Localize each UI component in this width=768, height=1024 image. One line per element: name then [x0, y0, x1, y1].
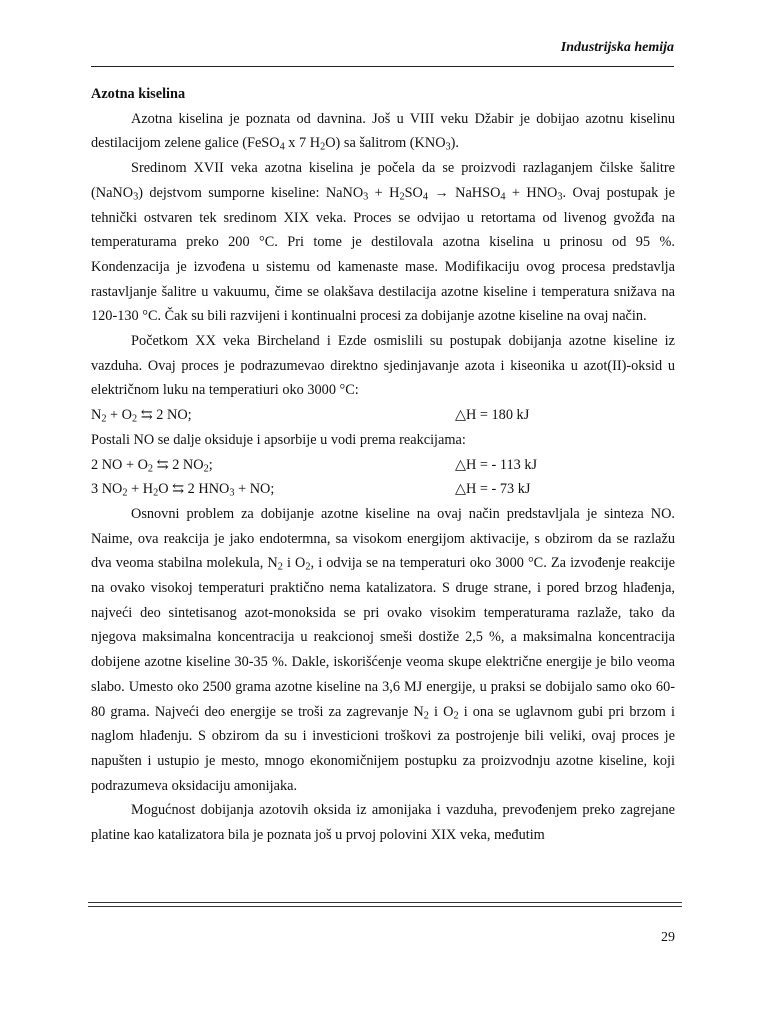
equation-2-enthalpy: △H = - 113 kJ	[455, 456, 538, 473]
paragraph-2: Sredinom XVII veka azotna kiselina je počela da se proizvodi razlaganjem čilske šalitre (NaNO$_3$) dejstvom sumporne kiseline: NaNO$_3$ + $H_2SO_4$ → NaHSO$_4$ + $HNO_3$. Ovaj postupak je tehnički ostvaren tek sredinom XIX veka. Proces se odvijao u retortama od livenog gvožđa na temperaturama preko 200 °C. Pri tome je destilovala azotna kiselina u prinosu od 95 %. Kondenzacija je izvođena u sistemu od kamenaste mase. Modifikaciju ovog procesa predstavlja rastavljanje šalitre u vakuumu, čime se olakšava destilacija azotne kiseline i temperatura snižava na 120-130 °C. Čak su bili razvijeni i kontinualni procesi za dobijanje azotne kiseline na ovaj način.	[91, 160, 675, 325]
footer-rule-top	[88, 902, 682, 903]
paragraph-6: Mogućnost dobijanja azotovih oksida iz amonijaka i vazduha, prevođenjem preko zagrejane platine kao katalizatora bila je poznata još u prvoj polovini XIX veka, međutim	[91, 802, 675, 844]
page-header	[91, 38, 674, 67]
paragraph-3: Početkom XX veka Bircheland i Ezde osmislili su postupak dobijanja azotne kiseline iz vazduha. Ovaj proces je podrazumevao direktno sjedinjavanje azota i kiseonika u azot(II)-oksid u električnom luku na temperatiuri oko 3000 °C:	[91, 333, 675, 399]
paragraph-5: Osnovni problem za dobijanje azotne kiseline na ovaj način predstavljala je sinteza NO. Naime, ova reakcija je jako endotermna, sa visokom energijom aktivacije, s obzirom da se razlažu dva veoma stabilna molekula, $N_2$ i $O_2$, i odvija se na temperaturi oko 3000 °C. Za izvođenje reakcije na ovako visokoj temperaturi praktično nema katalizatora. S druge strane, i pored brzog hlađenja, najveći deo sintetisanog azot-monoksida se pri ovako visokim temperaturama razlaže, tako da njegova maksimalna koncentracija u reakcionoj smeši dostiže 2,5 %, a maksimalna koncentracija dobijene azotne kiseline 30-35 %. Dakle, iskorišćenje veoma skupe električne energije je bilo veoma slabo. Umesto oko 2500 grama azotne kiseline na 3,6 MJ energije, u praksi se dobijalo samo oko 60-80 grama. Najveći deo energije se troši za zagrevanje $N_2$ i $O_2$ i ona se uglavnom gubi pri brzom i naglom hlađenju. S obzirom da su i investicioni troškovi za postrojenje bili veliki, ovaj proces je napušten i ustupio je mesto, mnogo ekonomičnijem postupku za proizvodnju azotne kiseline, koji podrazumeva oksidaciju amonijaka.	[91, 505, 676, 794]
equation-3	[91, 477, 675, 502]
page-number: 29	[661, 930, 675, 945]
equation-1	[91, 403, 675, 428]
equation-2-reaction: 2 NO + $O_2$ ⇆ 2 $NO_2$;	[91, 456, 213, 475]
equation-3-reaction: 3 $NO_2 + H_2O$ ⇆ 2 $HNO_3$ + NO;	[91, 481, 275, 499]
header-title: Industrijska hemija	[560, 40, 674, 55]
equation-2	[91, 453, 675, 478]
footer-rule-bottom	[88, 906, 682, 907]
equation-1-reaction: $N_2 + O_2$ ⇆ 2 NO;	[91, 407, 192, 425]
equation-3-enthalpy: △H = - 73 kJ	[455, 481, 531, 498]
section-title: Azotna kiselina	[91, 86, 186, 102]
equation-1-enthalpy: △H = 180 kJ	[455, 407, 530, 424]
page-content	[91, 82, 675, 848]
header-rule	[91, 66, 674, 67]
paragraph-1: Azotna kiselina je poznata od davnina. Još u VIII veku Džabir je dobijao azotnu kiselinu destilacijom zelene galice (FeSO$_4$ x 7 $H_2O$) sa šalitrom $(KNO_3)$.	[91, 110, 675, 153]
paragraph-4: Postali NO se dalje oksiduje i apsorbije u vodi prema reakcijama:	[91, 431, 466, 448]
